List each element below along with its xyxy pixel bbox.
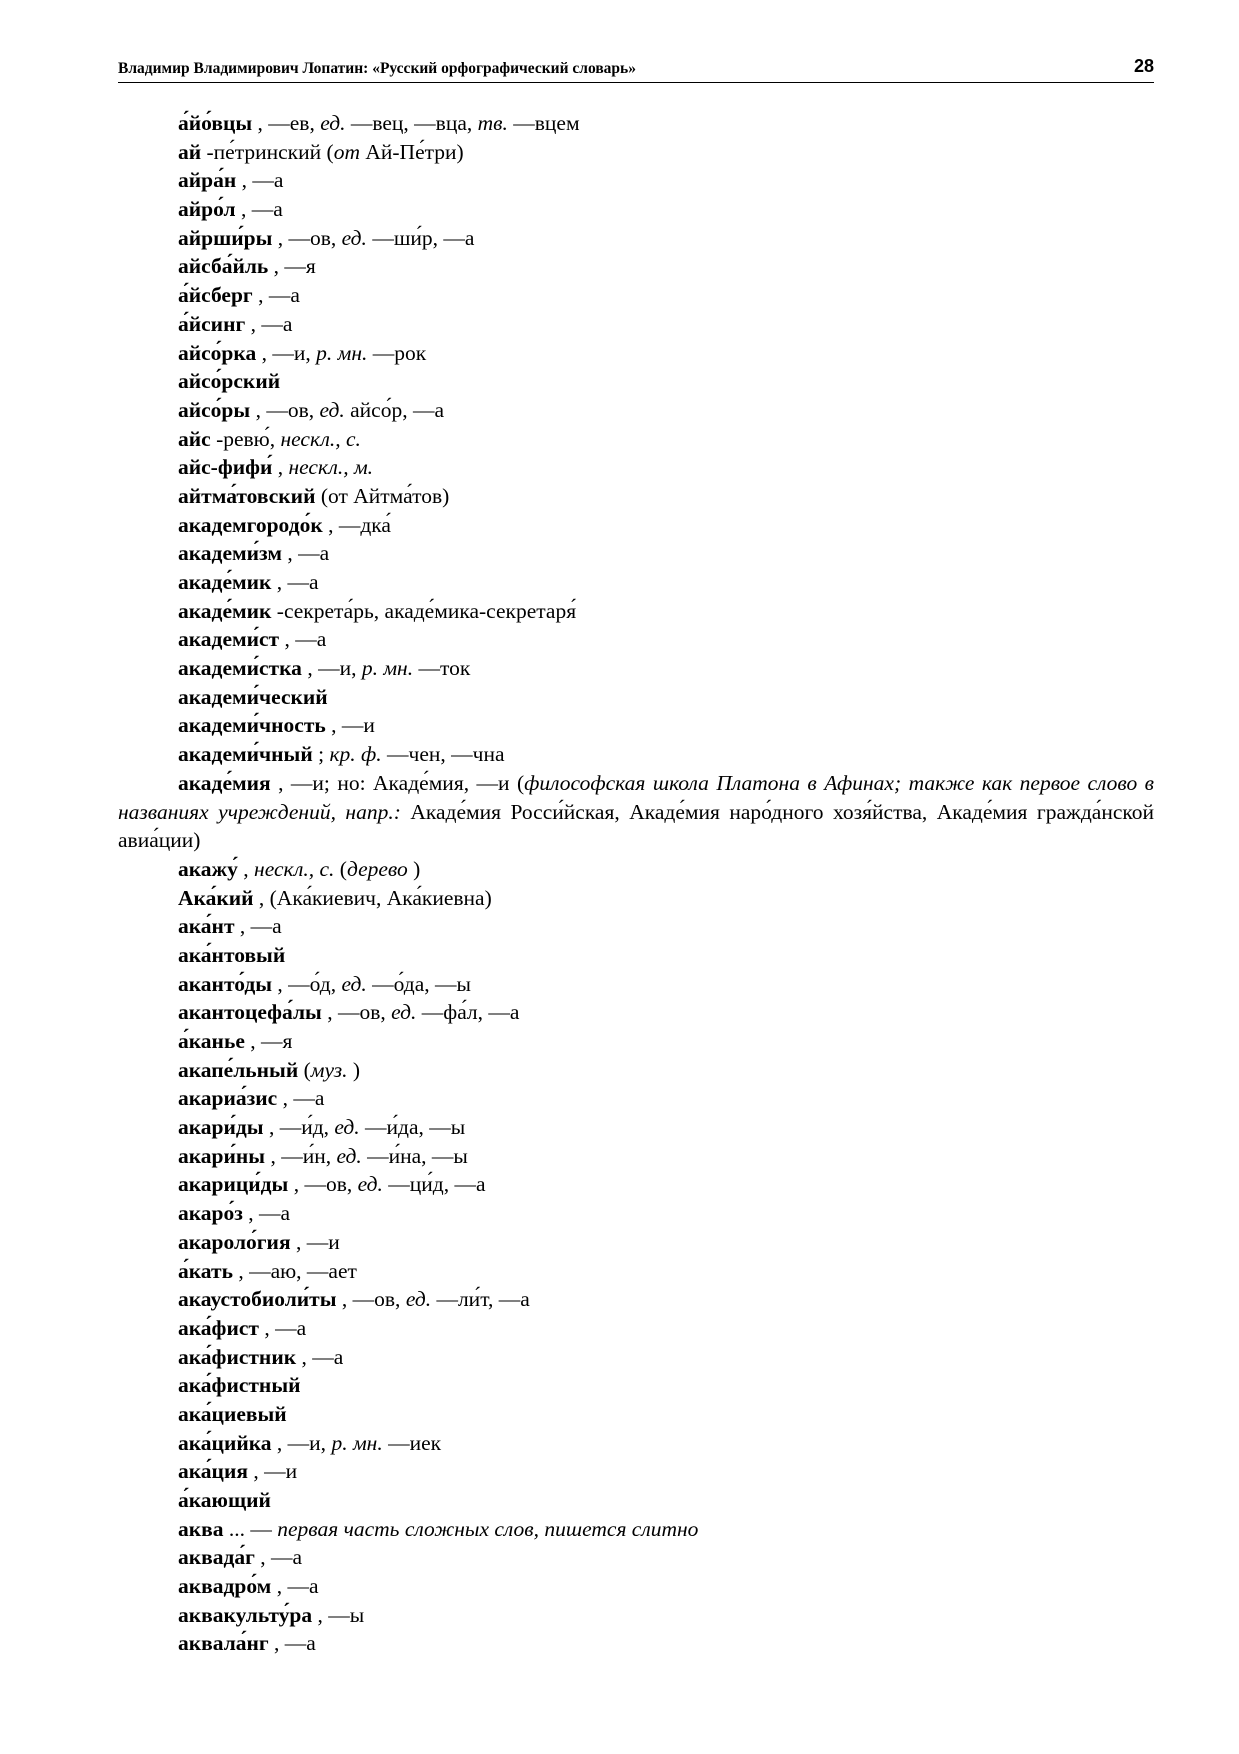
entry-headword: айрши́ры [178,225,273,250]
entry-grammar-note: нескл., с. [280,426,361,451]
dictionary-entry [118,1400,1154,1429]
dictionary-entry [118,912,1154,941]
entry-headword: акаде́мия [178,770,271,795]
entry-text: Ай-Пе́три) [359,139,464,164]
entry-headword: айтма́товский [178,483,316,508]
entry-grammar-note: ед. [341,225,367,250]
entry-headword: академи́ческий [178,684,328,709]
entry-text: , (Ака́киевич, Ака́киевна) [253,885,492,910]
entry-text: -пе́тринский ( [201,139,334,164]
entry-text: айсо́р, —а [344,397,444,422]
entry-text: ( [334,856,347,881]
dictionary-entry [118,1629,1154,1658]
entry-grammar-note: муз. [310,1057,348,1082]
entry-text: ( [298,1057,311,1082]
entry-text: ) [347,1057,361,1082]
entry-text: —вцем [507,111,580,135]
entry-text: , —ов, [250,397,320,422]
entry-grammar-note: дерево [346,856,408,881]
dictionary-entry [118,1199,1154,1228]
entry-grammar-note: ед. [334,1115,360,1140]
dictionary-entry [118,597,1154,626]
entry-headword: ака́цийка [178,1430,272,1455]
entry-grammar-note: тв. [477,111,508,135]
entry-headword: аквакульту́ра [178,1602,313,1627]
entry-headword: акаустобиоли́ты [178,1287,337,1312]
entry-headword: а́йо́вцы [178,111,253,135]
dictionary-entry [118,1515,1154,1544]
entry-headword: айсо́рка [178,340,257,365]
entry-headword: акапе́льный [178,1057,299,1082]
entry-text: —ши́р, —а [366,225,475,250]
entry-text: , —ов, [288,1172,358,1197]
entry-text: -секрета́рь, акаде́мика-секретаря́ [271,598,577,623]
entry-text: , —и́н, [265,1143,337,1168]
entry-headword: ака́нт [178,914,235,939]
entry-text: —и́на, —ы [361,1143,468,1168]
entry-headword: акароло́гия [178,1229,291,1254]
running-header [118,58,1154,83]
dictionary-entry [118,339,1154,368]
entry-text: , —а [296,1344,344,1369]
entry-text: , —а [242,1201,291,1226]
entry-text: , —а [282,541,330,566]
entry-headword: академи́стка [178,656,302,681]
entry-text: —чен, —чна [381,742,505,767]
entry-headword: ака́фистник [178,1344,297,1369]
entry-grammar-note: ед. [341,971,367,996]
entry-text: , —а [236,168,284,193]
dictionary-entry [118,1543,1154,1572]
entry-headword: а́канье [178,1029,245,1054]
dictionary-entry [118,625,1154,654]
dictionary-entry [118,224,1154,253]
dictionary-entry [118,1084,1154,1113]
entry-headword: айсо́ры [178,397,251,422]
entry-headword: академгородо́к [178,512,323,537]
entry-text: , —и; но: Акаде́мия, —и ( [270,770,525,795]
dictionary-entry [118,998,1154,1027]
entry-headword: аквадро́м [178,1574,272,1599]
entry-text: , —и [290,1229,340,1254]
entry-headword: акарици́ды [178,1172,289,1197]
dictionary-entry [118,539,1154,568]
entry-headword: айсба́йль [178,254,269,279]
entry-grammar-note: р. мн. [361,656,414,681]
entry-headword: акаде́мик [178,570,272,594]
entry-headword: аканто́ды [178,971,273,996]
entry-headword: ака́фистный [178,1373,301,1398]
entry-text: , —а [277,1086,325,1111]
dictionary-entry [118,1056,1154,1085]
dictionary-entry [118,884,1154,913]
dictionary-entry [118,281,1154,310]
entry-text: ... — [223,1516,278,1541]
entry-headword: академи́ст [178,627,280,652]
entry-headword: а́кать [178,1258,233,1283]
dictionary-entry [118,1170,1154,1199]
dictionary-entry [118,941,1154,970]
entry-text: , —а [234,914,282,939]
entry-text: , —а [254,1545,303,1570]
dictionary-entry [118,1142,1154,1171]
dictionary-entry [118,1228,1154,1257]
dictionary-entry [118,1429,1154,1458]
dictionary-entry [118,1285,1154,1314]
entry-grammar-note: ед. [320,111,346,135]
entry-grammar-note: от [333,139,360,164]
dictionary-entry [118,1343,1154,1372]
entry-text: —и́да, —ы [359,1115,466,1140]
entry-text: , —аю, —ает [232,1258,357,1283]
entry-text: , —ов, [272,225,342,250]
entry-text: , —а [245,311,293,336]
entry-grammar-note: кр. ф. [329,742,382,767]
dictionary-entry [118,1572,1154,1601]
entry-text: , —а [252,283,300,308]
entry-text: , —я [268,254,316,279]
entry-headword: акаро́з [178,1201,243,1226]
entry-text: , —дка́ [322,512,391,537]
dictionary-entry [118,482,1154,511]
entry-text: , —а [235,197,283,222]
entry-grammar-note: первая часть сложных слов, пишется слитно [277,1516,699,1541]
dictionary-entry [118,1601,1154,1630]
dictionary-entry [118,109,1154,138]
entry-grammar-note: ед. [336,1143,362,1168]
entry-text: , —я [244,1029,293,1054]
entry-text: ; [312,742,330,767]
entry-text: Акаде́мия Росси́йская, Акаде́мия наро́дного хозя́йства, Акаде́мия гражда́нской авиа́ции) [118,799,1154,853]
entry-headword: акантоцефа́лы [178,1000,322,1025]
entry-text: —рок [367,340,427,365]
entry-grammar-note: ед. [319,397,345,422]
header-title: Владимир Владимирович Лопатин: «Русский орфографический словарь» [118,60,637,77]
dictionary-entry [118,654,1154,683]
entry-text: , —и [247,1459,298,1484]
entry-text: —иек [382,1430,442,1455]
entry-headword: Ака́кий [178,885,254,910]
dictionary-entry [118,711,1154,740]
entry-text: , —и, [301,656,362,681]
entry-headword: аквала́нг [178,1631,269,1656]
entry-grammar-note: философская школа Платона в Афинах; также как первое слово в названиях учреждений, напр.: [118,770,1155,824]
entry-grammar-note: ед. [357,1172,383,1197]
entry-headword: айра́н [178,168,237,193]
dictionary-entry [118,769,1154,855]
entry-text: , [272,455,289,480]
dictionary-entry [118,683,1154,712]
entry-text: , —ов, [336,1287,406,1312]
entry-text: —ци́д, —а [382,1172,486,1197]
entry-headword: ай [178,139,202,164]
dictionary-entry [118,195,1154,224]
entry-headword: айро́л [178,197,236,222]
entry-text: —вец, —вца, [345,111,478,135]
entry-text: , [237,856,255,881]
dictionary-entry [118,367,1154,396]
entry-grammar-note: ед. [405,1287,432,1312]
entry-text: , —а [271,570,319,594]
dictionary-entry [118,1314,1154,1343]
entry-headword: акариа́зис [178,1086,278,1111]
entry-headword: акари́ны [178,1143,266,1168]
entry-headword: айс-фифи́ [178,455,273,480]
entry-headword: айс [178,426,211,451]
dictionary-entry [118,453,1154,482]
dictionary-entry [118,511,1154,540]
dictionary-entry [118,138,1154,167]
dictionary-entry [118,855,1154,884]
dictionary-entry [118,166,1154,195]
entry-headword: а́кающий [178,1488,271,1513]
entry-headword: аква [178,1516,224,1541]
dictionary-entry [118,310,1154,339]
entry-text: —ток [413,656,471,681]
page-number: 28 [1133,56,1154,76]
entry-headword: ака́циевый [178,1401,287,1426]
dictionary-entry [118,970,1154,999]
entry-grammar-note: нескл., м. [288,455,374,480]
entry-text: —фа́л, —а [416,1000,520,1025]
entry-grammar-note: р. мн. [316,340,368,365]
entry-text: , —и, [256,340,317,365]
dictionary-entry [118,425,1154,454]
dictionary-entry [118,396,1154,425]
entry-text: , —а [271,1574,319,1599]
entry-text: , —а [268,1631,316,1656]
entry-text: (от Айтма́тов) [315,483,450,508]
entry-headword: ака́нтовый [178,942,286,967]
entry-text: , —о́д, [272,971,342,996]
entry-headword: а́йсинг [178,311,246,336]
entry-text: , —ов, [321,1000,392,1025]
entry-text: , —ы [312,1602,365,1627]
entry-text: , —и, [271,1430,332,1455]
dictionary-entry [118,1457,1154,1486]
dictionary-entry [118,252,1154,281]
dictionary-entry [118,568,1154,597]
entry-text: —ли́т, —а [431,1287,530,1312]
dictionary-entry [118,1257,1154,1286]
dictionary-entry [118,740,1154,769]
dictionary-entry [118,1113,1154,1142]
entry-headword: акаде́мик [178,598,272,623]
entry-headword: аквада́г [178,1545,255,1570]
dictionary-entry [118,1371,1154,1400]
entry-text: ) [407,856,421,881]
entry-headword: академи́чность [178,713,326,738]
entry-text: , —а [258,1315,307,1340]
entry-text: —о́да, —ы [366,971,471,996]
dictionary-entry [118,1486,1154,1515]
entry-headword: академи́зм [178,541,282,566]
entry-headword: акажу́ [178,856,238,881]
entry-text: , —ев, [252,111,321,135]
entry-grammar-note: нескл., с. [254,856,335,881]
entry-grammar-note: р. мн. [331,1430,383,1455]
entry-text: -ревю́, [210,426,281,451]
entry-headword: ака́ция [178,1459,248,1484]
entry-list [118,109,1154,1658]
entry-headword: акари́ды [178,1115,264,1140]
entry-text: , —и́д, [263,1115,335,1140]
dictionary-entry [118,1027,1154,1056]
entry-headword: айсо́рский [178,369,281,394]
entry-text: , —и [325,713,375,738]
entry-headword: ака́фист [178,1315,259,1340]
entry-text: , —а [279,627,327,652]
entry-headword: академи́чный [178,742,313,767]
entry-grammar-note: ед. [391,1000,417,1025]
entry-headword: а́йсберг [178,283,253,308]
